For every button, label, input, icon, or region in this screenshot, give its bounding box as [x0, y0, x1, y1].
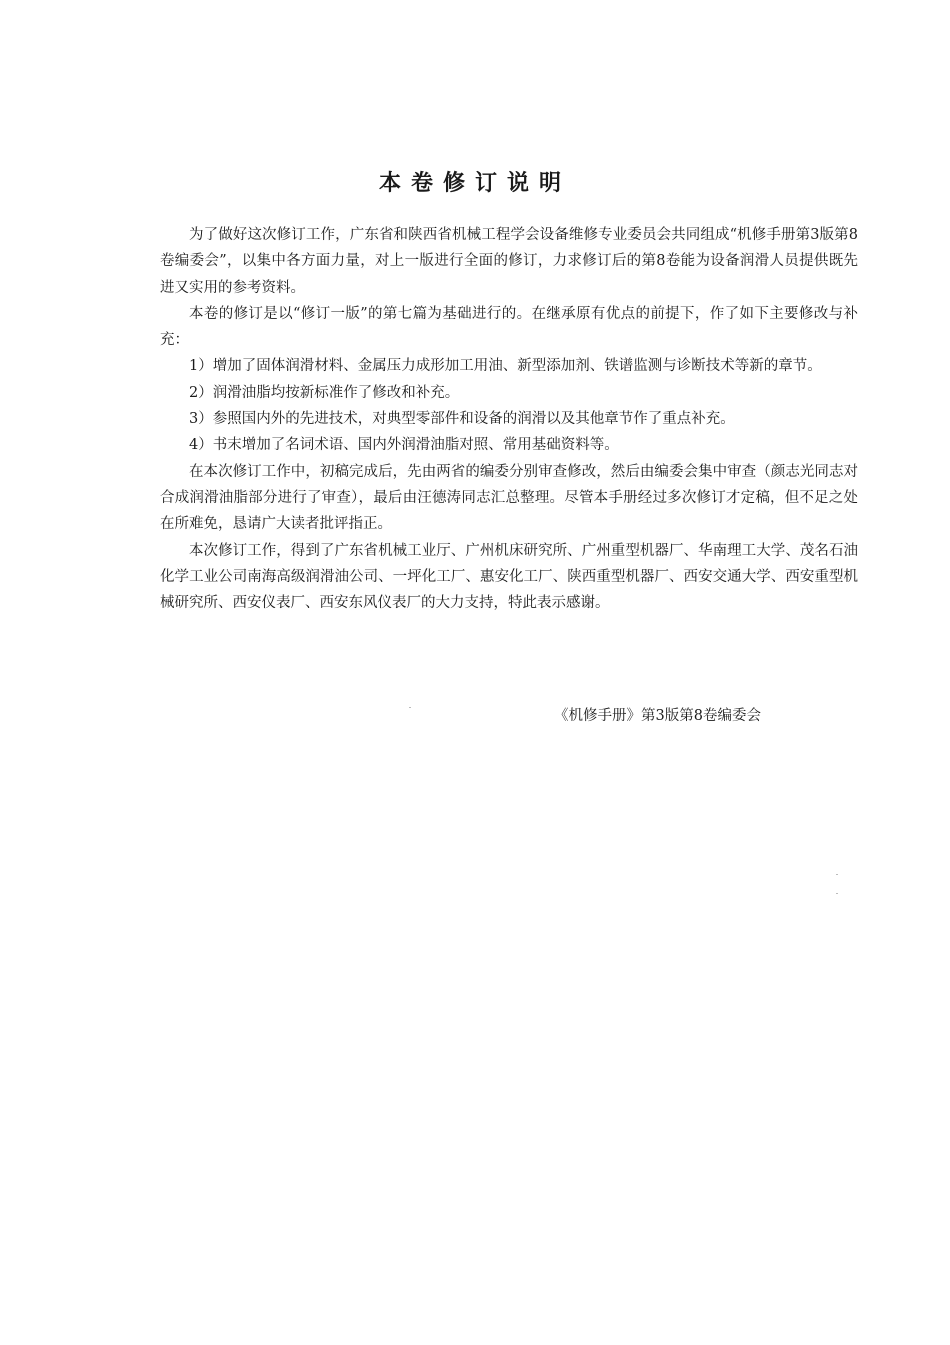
body-text — [160, 222, 858, 616]
signature: 《机修手册》第3版第8卷编委会 — [554, 708, 761, 724]
list-item-2: 2）润滑油脂均按新标准作了修改和补充。 — [189, 384, 460, 401]
list-item-1: 1）增加了固体润滑材料、金属压力成形加工用油、新型添加剂、铁谱监测与诊断技术等新的章节。 — [189, 358, 822, 375]
paragraph-intro: 为了做好这次修订工作，广东省和陕西省机械工程学会设备维修专业委员会共同组成“机修手册第3版第8卷编委会”，以集中各方面力量，对上一版进行全面的修订，力求修订后的第8卷能为设备润滑人员提供既先进又实用的参考资料。 — [160, 227, 858, 296]
page-title: 本卷修订说明 — [378, 170, 571, 196]
list-item-4: 4）书末增加了名词术语、国内外润滑油脂对照、常用基础资料等。 — [189, 437, 619, 454]
scan-speck — [836, 893, 838, 894]
scan-speck — [836, 874, 838, 875]
paragraph-thanks: 本次修订工作，得到了广东省机械工业厅、广州机床研究所、广州重型机器厂、华南理工大学、茂名石油化学工业公司南海高级润滑油公司、一坪化工厂、惠安化工厂、陕西重型机器厂、西安交通大学、西安重型机械研究所、西安仪表厂、西安东风仪表厂的大力支持，特此表示感谢。 — [160, 542, 858, 612]
list-item-3: 3）参照国内外的先进技术，对典型零部件和设备的润滑以及其他章节作了重点补充。 — [189, 411, 735, 428]
paragraph-basis: 本卷的修订是以“修订一版”的第七篇为基础进行的。在继承原有优点的前提下，作了如下主要修改与补充： — [160, 305, 858, 349]
scan-speck — [409, 707, 411, 708]
paragraph-process: 在本次修订工作中，初稿完成后，先由两省的编委分别审查修改，然后由编委会集中审查（颜志光同志对合成润滑油脂部分进行了审查），最后由汪德涛同志汇总整理。尽管本手册经过多次修订才定稿，但不足之处在所难免，恳请广大读者批评指正。 — [160, 463, 858, 533]
